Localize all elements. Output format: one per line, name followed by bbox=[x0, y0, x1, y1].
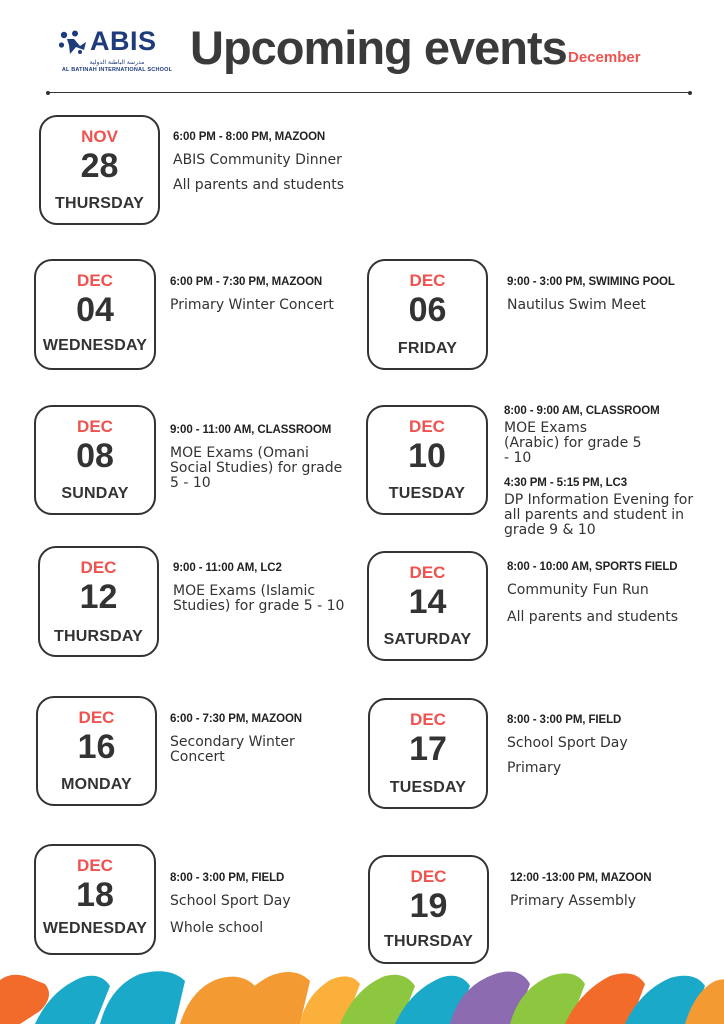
event-details bbox=[510, 872, 705, 909]
date-day: 14 bbox=[408, 583, 447, 621]
event-name: Community Fun Run bbox=[507, 582, 649, 598]
date-card bbox=[34, 405, 156, 515]
event-name: MOE Exams (Omani Social Studies) for grade 5 - 10 bbox=[170, 445, 343, 491]
divider-dot-left bbox=[46, 91, 50, 95]
event-audience: All parents and students bbox=[173, 177, 345, 193]
date-weekday: FRIDAY bbox=[397, 340, 458, 357]
event-details bbox=[170, 872, 365, 936]
date-weekday: THURSDAY bbox=[383, 933, 474, 950]
event-time: 12:00 -13:00 PM, MAZOON bbox=[510, 872, 652, 884]
date-weekday: MONDAY bbox=[61, 776, 132, 793]
event-details bbox=[507, 276, 702, 313]
date-card bbox=[36, 696, 157, 806]
date-day: 06 bbox=[408, 291, 447, 329]
date-month: DEC bbox=[410, 867, 447, 886]
event-name: School Sport Day bbox=[507, 735, 628, 751]
date-weekday: WEDNESDAY bbox=[42, 337, 148, 354]
date-day: 18 bbox=[76, 876, 114, 914]
event-details bbox=[170, 713, 335, 765]
abis-logo-icon bbox=[58, 30, 88, 56]
logo-arabic-text: مدرسة الباطنة الدولية bbox=[89, 59, 145, 66]
date-weekday: TUESDAY bbox=[388, 485, 466, 502]
event-name: MOE Exams (Arabic) for grade 5 - 10 bbox=[504, 420, 642, 466]
date-card bbox=[368, 698, 488, 809]
event-name: School Sport Day bbox=[170, 893, 291, 909]
event-time: 8:00 - 3:00 PM, FIELD bbox=[507, 714, 622, 726]
event-name: Secondary Winter Concert bbox=[170, 734, 295, 765]
date-card bbox=[366, 405, 488, 515]
date-month: DEC bbox=[410, 710, 446, 729]
date-card bbox=[367, 259, 488, 370]
event-time: 9:00 - 11:00 AM, LC2 bbox=[173, 562, 282, 574]
date-day: 16 bbox=[77, 728, 116, 766]
divider-dot-right bbox=[688, 91, 692, 95]
date-month: DEC bbox=[409, 271, 446, 290]
event-time: 8:00 - 10:00 AM, SPORTS FIELD bbox=[507, 561, 678, 573]
date-card bbox=[34, 844, 156, 955]
event-name: Primary Assembly bbox=[510, 893, 637, 909]
event-name: Nautilus Swim Meet bbox=[507, 297, 646, 313]
date-weekday: THURSDAY bbox=[53, 628, 144, 645]
date-card bbox=[367, 551, 488, 661]
event-time: 6:00 - 7:30 PM, MAZOON bbox=[170, 713, 302, 725]
date-card bbox=[368, 855, 489, 964]
header-divider bbox=[48, 92, 690, 93]
decorative-footer bbox=[0, 966, 724, 1024]
date-month: NOV bbox=[81, 127, 118, 146]
event-details bbox=[170, 424, 345, 491]
date-month: DEC bbox=[78, 708, 115, 727]
logo-school-name: AL BATINAH INTERNATIONAL SCHOOL bbox=[61, 67, 173, 73]
event-details bbox=[173, 562, 363, 614]
date-card bbox=[38, 546, 159, 657]
date-weekday: TUESDAY bbox=[389, 779, 467, 796]
date-month: DEC bbox=[409, 417, 445, 436]
date-day: 19 bbox=[409, 887, 448, 925]
event-name: Primary Winter Concert bbox=[170, 297, 334, 313]
date-weekday: SATURDAY bbox=[383, 631, 472, 648]
event-audience: Whole school bbox=[170, 920, 264, 936]
event-time: 6:00 PM - 7:30 PM, MAZOON bbox=[170, 276, 323, 288]
event-details bbox=[173, 131, 473, 193]
event-audience: All parents and students bbox=[507, 609, 679, 625]
event-details bbox=[504, 405, 704, 538]
event-time: 8:00 - 3:00 PM, FIELD bbox=[170, 872, 285, 884]
date-day: 10 bbox=[408, 437, 446, 475]
page-title: Upcoming events bbox=[190, 21, 567, 74]
date-card bbox=[34, 259, 156, 370]
event-time: 8:00 - 9:00 AM, CLASSROOM bbox=[504, 405, 660, 417]
event-audience: Primary bbox=[507, 760, 562, 776]
date-day: 08 bbox=[76, 437, 114, 475]
date-day: 04 bbox=[76, 291, 114, 329]
date-weekday: THURSDAY bbox=[54, 195, 145, 212]
event-details bbox=[507, 561, 702, 625]
date-day: 12 bbox=[79, 578, 118, 616]
date-day: 17 bbox=[409, 730, 447, 768]
date-month: DEC bbox=[77, 417, 113, 436]
month-label: December bbox=[568, 49, 641, 66]
event-time-second: 4:30 PM - 5:15 PM, LC3 bbox=[504, 477, 628, 489]
date-month: DEC bbox=[77, 271, 113, 290]
date-card bbox=[39, 115, 160, 225]
event-name: MOE Exams (Islamic Studies) for grade 5 - 10 bbox=[173, 583, 345, 614]
date-month: DEC bbox=[77, 856, 113, 875]
date-weekday: SUNDAY bbox=[61, 485, 129, 502]
event-name: ABIS Community Dinner bbox=[173, 152, 342, 168]
school-logo bbox=[58, 28, 180, 76]
event-details bbox=[170, 276, 365, 313]
event-time: 6:00 PM - 8:00 PM, MAZOON bbox=[173, 131, 326, 143]
date-month: DEC bbox=[409, 563, 446, 582]
event-details bbox=[507, 714, 702, 776]
event-name-second: DP Information Evening for all parents and student in grade 9 & 10 bbox=[504, 492, 694, 538]
logo-brand-text: ABIS bbox=[90, 26, 157, 56]
date-weekday: WEDNESDAY bbox=[42, 920, 148, 937]
event-time: 9:00 - 11:00 AM, CLASSROOM bbox=[170, 424, 332, 436]
date-day: 28 bbox=[80, 147, 119, 185]
date-month: DEC bbox=[80, 558, 117, 577]
event-time: 9:00 - 3:00 PM, SWIMING POOL bbox=[507, 276, 675, 288]
